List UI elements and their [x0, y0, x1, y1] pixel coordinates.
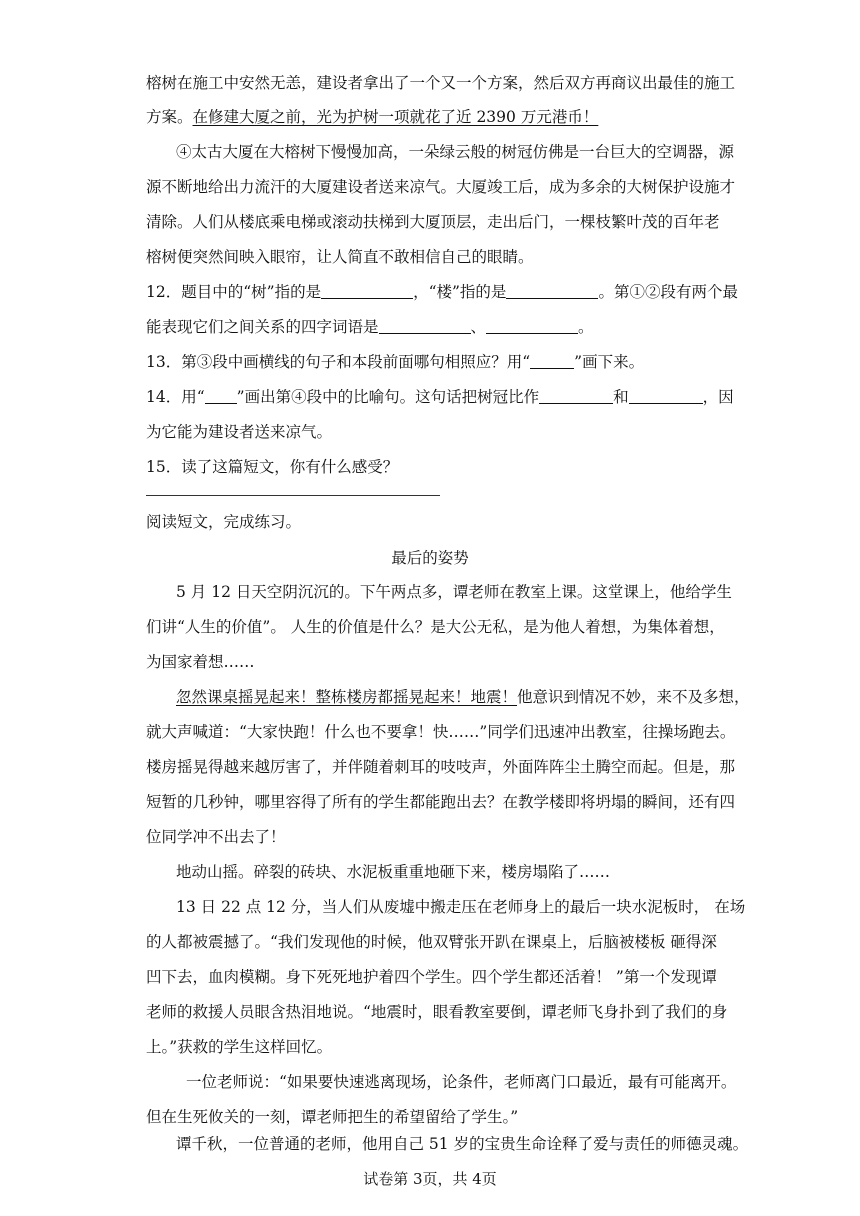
underlined-sentence: 忽然课桌摇晃起来！整栋楼房都摇晃起来！地震！	[176, 688, 518, 706]
question-text: 。第①②段有两个最	[598, 283, 738, 301]
question-text: 13．第③段中画横线的句子和本段前面哪句相照应？用“	[146, 353, 531, 371]
passage-line: 5 月 12 日天空阴沉沉的。下午两点多，谭老师在教室上课。这堂课上，他给学生	[176, 583, 732, 601]
answer-line[interactable]	[146, 495, 440, 496]
passage-text: 他意识到情况不妙，来不及多想，	[517, 688, 750, 706]
passage-line: 上。”获救的学生这样回忆。	[146, 1038, 333, 1056]
passage-line: 榕树在施工中安然无恙，建设者拿出了一个又一个方案，然后双方再商议出最佳的施工	[146, 74, 736, 92]
paragraph-4-line: 榕树便突然间映入眼帘，让人简直不敢相信自己的眼睛。	[146, 248, 534, 266]
passage-line: 们讲“人生的价值”。 人生的价值是什么？是大公无私，是为他人着想，为集体着想，	[146, 618, 725, 636]
passage-line: 楼房摇晃得越来越厉害了，并伴随着刺耳的吱吱声，外面阵阵尘土腾空而起。但是，那	[146, 758, 736, 776]
question-text: ”画出第④段中的比喻句。这句话把树冠比作	[236, 388, 540, 406]
question-text: 和	[613, 388, 629, 406]
passage-line: 就大声喊道：“大家快跑！什么也不要拿！快……”同学们迅速冲出教室，往操场跑去。	[146, 723, 736, 741]
paragraph-4-line: 源不断地给出力流汗的大厦建设者送来凉气。大厦竣工后，成为多余的大树保护设施才	[146, 178, 736, 196]
answer-blank[interactable]	[539, 387, 613, 404]
question-text: 14．用“	[146, 388, 205, 406]
passage-text: 方案。	[146, 108, 193, 126]
underline-symbol	[530, 352, 574, 369]
passage-line: 但在生死攸关的一刻，谭老师把生的希望留给了学生。”	[146, 1108, 519, 1126]
underline-symbol	[205, 387, 237, 404]
passage-line	[176, 686, 750, 708]
question-12-cont	[146, 316, 726, 338]
answer-blank[interactable]	[506, 282, 598, 299]
question-12	[146, 281, 738, 303]
question-14	[146, 386, 734, 408]
passage-line: 地动山摇。碎裂的砖块、水泥板重重地砸下来，楼房塌陷了……	[176, 863, 611, 881]
answer-blank[interactable]	[486, 317, 578, 334]
answer-blank[interactable]	[321, 282, 413, 299]
passage-line: 短暂的几秒钟，哪里容得了所有的学生都能跑出去？在教学楼即将坍塌的瞬间，还有四	[146, 793, 736, 811]
answer-blank[interactable]	[379, 317, 471, 334]
answer-blank[interactable]	[629, 387, 703, 404]
passage-line: 凹下去，血肉模糊。身下死死地护着四个学生。四个学生都还活着！ ”第一个发现谭	[146, 968, 717, 986]
section-instruction: 阅读短文，完成练习。	[146, 513, 302, 531]
page-footer: 试卷第 3页，共 4页	[363, 1170, 497, 1188]
passage-line	[146, 106, 726, 128]
passage-line: 老师的救援人员眼含热泪地说。“地震时，眼看教室要倒，谭老师飞身扑到了我们的身	[146, 1003, 728, 1021]
question-text: 能表现它们之间关系的四字词语是	[146, 318, 379, 336]
passage-line: 为国家着想……	[146, 653, 255, 671]
question-15: 15．读了这篇短文，你有什么感受？	[146, 458, 399, 476]
paragraph-4-line: 清除。人们从楼底乘电梯或滚动扶梯到大厦顶层，走出后门，一棵枝繁叶茂的百年老	[146, 213, 720, 231]
passage-line: 一位老师说：“如果要快速逃离现场，论条件，老师离门口最近，最有可能离开。	[186, 1073, 737, 1091]
question-14-cont: 为它能为建设者送来凉气。	[146, 423, 333, 441]
paragraph-4-line: ④太古大厦在大榕树下慢慢加高，一朵绿云般的树冠仿佛是一台巨大的空调器，源	[176, 143, 735, 161]
question-13	[146, 351, 726, 373]
underlined-sentence: 在修建大厦之前，光为护树一项就花了近 2390 万元港币！	[192, 108, 599, 126]
question-text: 、	[470, 318, 487, 336]
question-text: 。	[578, 318, 594, 336]
passage-line: 13 日 22 点 12 分，当人们从废墟中搬走压在老师身上的最后一块水泥板时， 在场	[176, 898, 746, 916]
passage-line: 位同学冲不出去了！	[146, 828, 286, 846]
passage-line: 的人都被震撼了。“我们发现他的时候，他双臂张开趴在课桌上，后脑被楼板 砸得深	[146, 933, 717, 951]
question-text: ，“楼”指的是	[413, 283, 507, 301]
question-text: ”画下来。	[574, 353, 645, 371]
question-text: ，因	[702, 388, 734, 406]
passage-line: 谭千秋，一位普通的老师，他用自己 51 岁的宝贵生命诠释了爱与责任的师德灵魂。	[176, 1135, 749, 1153]
question-text: 12．题目中的“树”指的是	[146, 283, 322, 301]
passage-title: 最后的姿势	[391, 549, 469, 567]
